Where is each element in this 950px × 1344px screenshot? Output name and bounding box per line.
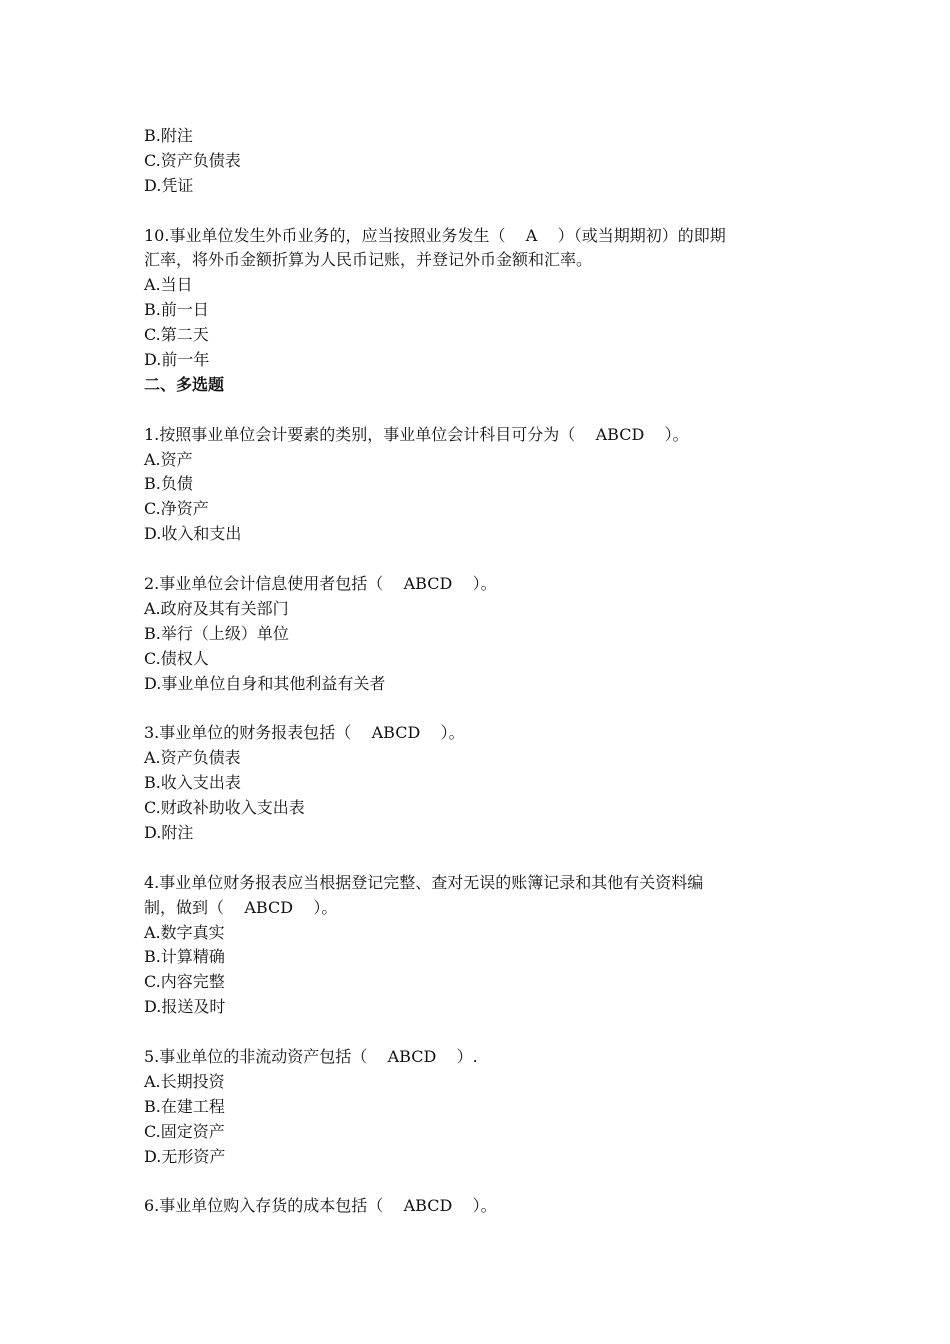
option-c: C.债权人 xyxy=(144,648,209,668)
question-stem-continued: 制，做到（ ABCD ）。 xyxy=(144,897,338,917)
spacer xyxy=(144,846,824,871)
option-c: C.净资产 xyxy=(144,499,209,519)
question-stem: 6.事业单位购入存货的成本包括（ ABCD ）。 xyxy=(144,1196,497,1216)
option-b: B.负债 xyxy=(144,474,193,494)
option-a: A.长期投资 xyxy=(144,1071,225,1091)
option-d: D.报送及时 xyxy=(144,997,226,1017)
option-b: B.前一日 xyxy=(144,300,209,320)
option-a: A.资产负债表 xyxy=(144,748,241,768)
option-a: A.当日 xyxy=(144,275,193,295)
question-stem: 5.事业单位的非流动资产包括（ ABCD ）. xyxy=(144,1046,478,1066)
option-d: D.收入和支出 xyxy=(144,524,242,544)
document-page xyxy=(144,124,824,1219)
option-b: B.举行（上级）单位 xyxy=(144,623,289,643)
option-d: D.附注 xyxy=(144,822,194,842)
question-stem: 1.按照事业单位会计要素的类别，事业单位会计科目可分为（ ABCD ）。 xyxy=(144,424,689,444)
option-a: A.数字真实 xyxy=(144,922,225,942)
option-b: B.收入支出表 xyxy=(144,773,241,793)
question-stem-continued: 汇率，将外币金额折算为人民币记账，并登记外币金额和汇率。 xyxy=(144,250,593,270)
question-stem: 4.事业单位财务报表应当根据登记完整、查对无误的账簿记录和其他有关资料编 xyxy=(144,872,704,892)
spacer xyxy=(144,547,824,572)
question-stem: 3.事业单位的财务报表包括（ ABCD ）。 xyxy=(144,723,465,743)
section-title: 二、多选题 xyxy=(144,374,225,394)
option-d: D.无形资产 xyxy=(144,1146,226,1166)
spacer xyxy=(144,199,824,224)
option-a: A.资产 xyxy=(144,449,193,469)
option-b: B.附注 xyxy=(144,126,193,145)
option-c: C.资产负债表 xyxy=(144,150,241,170)
option-c: C.内容完整 xyxy=(144,972,225,992)
option-d: D.前一年 xyxy=(144,350,210,370)
option-b: B.计算精确 xyxy=(144,947,225,967)
option-a: A.政府及其有关部门 xyxy=(144,598,289,618)
option-d: D.事业单位自身和其他利益有关者 xyxy=(144,673,386,693)
spacer xyxy=(144,398,824,423)
option-c: C.固定资产 xyxy=(144,1121,225,1141)
option-c: C.财政补助收入支出表 xyxy=(144,798,305,818)
question-stem: 10.事业单位发生外币业务的，应当按照业务发生（ A ）（或当期期初）的即期 xyxy=(144,225,726,245)
spacer xyxy=(144,1169,824,1194)
option-c: C.第二天 xyxy=(144,325,209,345)
option-b: B.在建工程 xyxy=(144,1096,225,1116)
spacer xyxy=(144,696,824,721)
option-d: D.凭证 xyxy=(144,175,194,195)
spacer xyxy=(144,1020,824,1045)
question-stem: 2.事业单位会计信息使用者包括（ ABCD ）。 xyxy=(144,574,497,594)
